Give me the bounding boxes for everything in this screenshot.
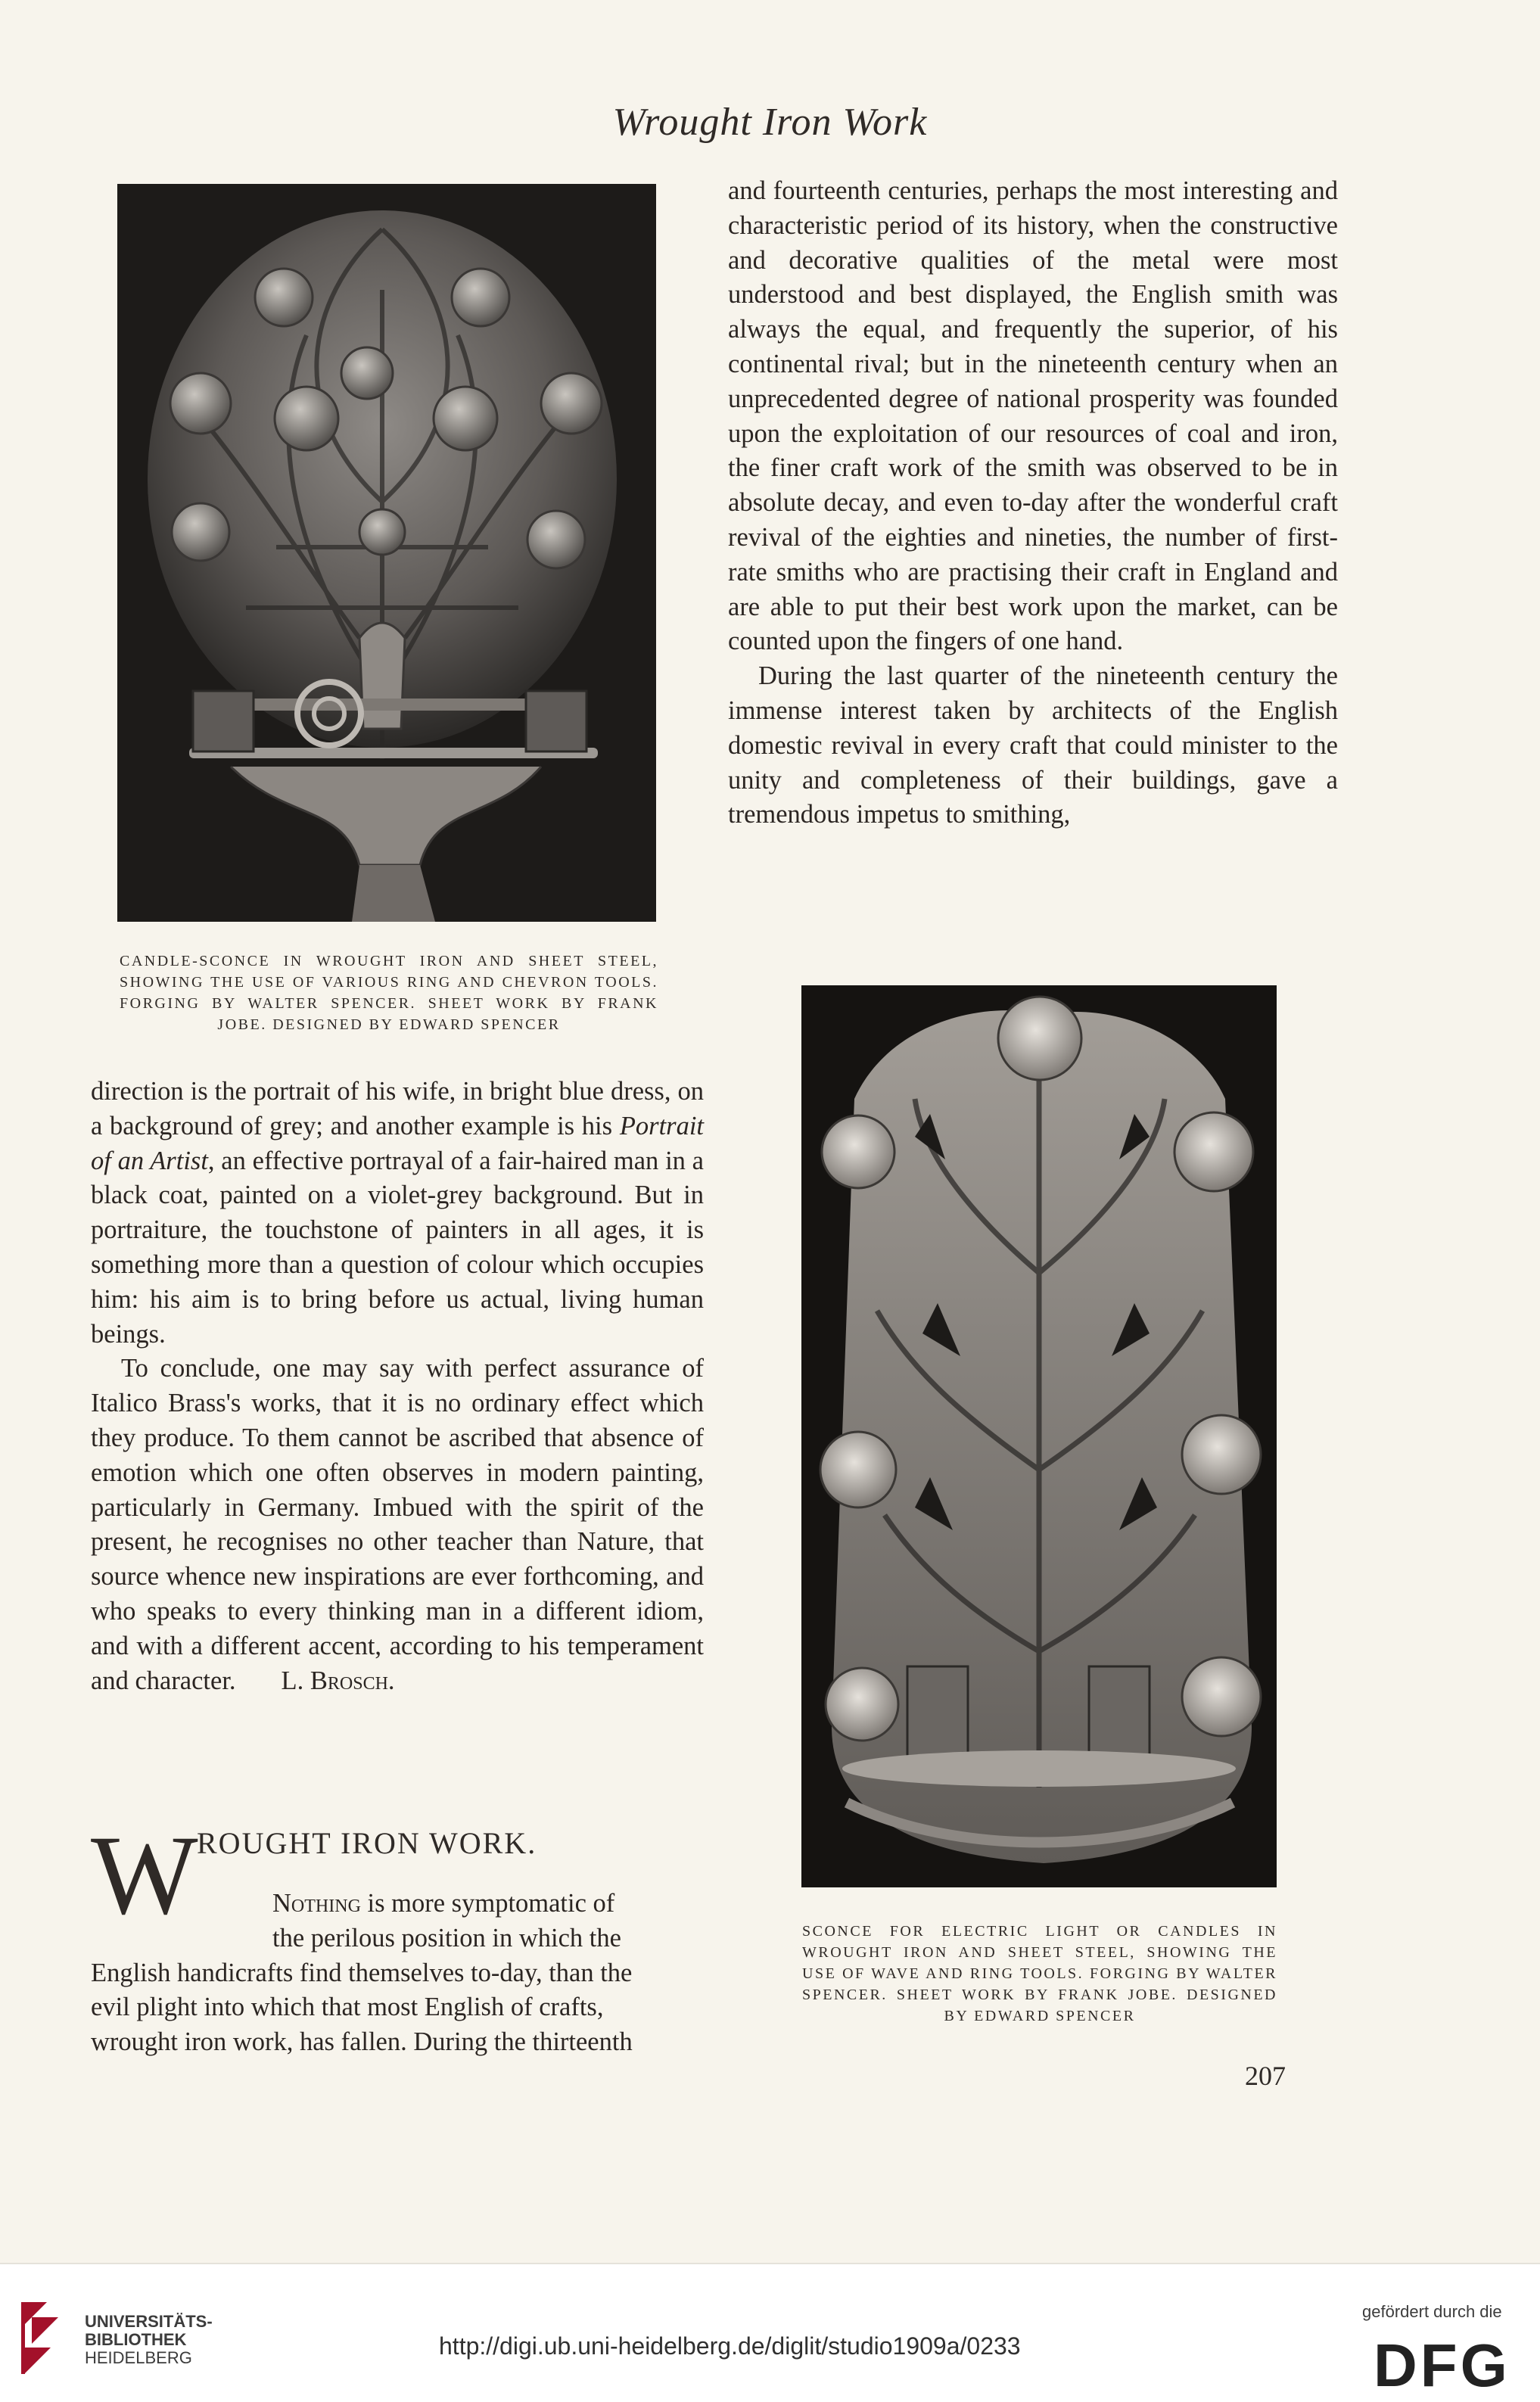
- figure-2-caption: SCONCE FOR ELECTRIC LIGHT OR CANDLES IN WROUGHT IRON AND SHEET STEEL, SHOWING THE USE OF WAVE AND RING TOOLS. FORGING BY WALTER SPENCER. SHEET WORK BY FRANK JOBE. DESIGNED BY EDWARD SPENCER: [802, 1923, 1277, 2024]
- figure-1-caption: CANDLE-SCONCE IN WROUGHT IRON AND SHEET STEEL, SHOWING THE USE OF VARIOUS RING AND CHEVRON TOOLS. FORGING BY WALTER SPENCER. SHEET WORK BY FRANK JOBE. DESIGNED BY EDWARD SPENCER: [120, 953, 658, 1033]
- candle-sconce-illustration: [117, 184, 656, 922]
- library-name-line-3: HEIDELBERG: [85, 2348, 192, 2367]
- right-paragraph-2: During the last quarter of the nineteenth century the immense interest taken by architects of the English domestic revival in every craft that could minister to the unity and completeness of their buildings, gave a tremendous impetus to smithing,: [728, 661, 1338, 829]
- artwork-title: Portrait of an Artist: [91, 1111, 704, 1175]
- running-title: Wrought Iron Work: [612, 101, 928, 144]
- right-column: [728, 174, 1338, 832]
- library-name-line-1: UNIVERSITÄTS-: [85, 2312, 213, 2331]
- intro-smallcaps: Nothing: [272, 1889, 361, 1918]
- left-paragraph-2: [91, 1352, 704, 1698]
- library-name-line-2: BIBLIOTHEK: [85, 2330, 187, 2349]
- electric-sconce-photo: [801, 985, 1277, 1887]
- intro-line-1-rest: is more symptomatic of: [360, 1889, 615, 1918]
- drop-cap: W: [91, 1812, 200, 1938]
- footer-bar: [0, 2263, 1540, 2402]
- funding-label: gefördert durch die: [1362, 2302, 1502, 2321]
- electric-sconce-illustration: [801, 985, 1277, 1887]
- source-url-link[interactable]: http://digi.ub.uni-heidelberg.de/diglit/studio1909a/0233: [439, 2332, 1021, 2360]
- intro-line-1: [91, 1887, 704, 1921]
- library-logo-icon: [17, 2295, 70, 2378]
- library-name: [85, 2313, 213, 2367]
- candle-sconce-photo: [117, 184, 656, 922]
- intro-line-4: evil plight into which that most English of crafts,: [91, 1993, 604, 2022]
- right-paragraph-1: and fourteenth centuries, perhaps the most interesting and characteristic period of its history, when the constructive and decorative qualities of the metal were most understood and best displayed, the English smith was always the equal, and frequently the superior, of his continental rival; but in the nineteenth century when an unprecedented degree of national prosperity was founded upon the exploitation of our resources of coal and iron, the finer craft work of the smith was observed to be in absolute decay, and even to-day after the wonderful craft revival of the eighties and nineties, the number of first-rate smiths who are practising their craft in England and are able to put their best work upon the market, can be counted upon the fingers of one hand.: [728, 176, 1338, 656]
- left-paragraph-1: [91, 1075, 704, 1352]
- section-intro: [91, 1887, 704, 2060]
- intro-line-2: the perilous position in which the: [272, 1923, 621, 1952]
- author-signature: L. Brosch.: [281, 1666, 395, 1695]
- section-title: ROUGHT IRON WORK.: [197, 1826, 537, 1860]
- left-column: [91, 1075, 704, 1698]
- left-paragraph-2-text: To conclude, one may say with perfect assurance of Italico Brass's works, that it is no ordinary effect which they produce. To them cannot be ascribed that absence of emotion which one often observes in modern painting, particularly in Germany. Imbued with the spirit of the present, he recognises no other teacher than Nature, that source whence new inspirations are ever forthcoming, and who speaks to every thinking man in a different idiom, and with a different accent, according to his temperament and character.: [91, 1354, 704, 1695]
- dfg-logo: DFG: [1374, 2332, 1510, 2399]
- left-paragraph-1-text-a: direction is the portrait of his wife, in bright blue dress, on a background of grey; and another example is his: [91, 1077, 704, 1140]
- intro-line-3: English handicrafts find themselves to-day, than the: [91, 1958, 633, 1987]
- left-paragraph-1-text-b: , an effective portrayal of a fair-haired man in a black coat, painted on a violet-grey background. But in portraiture, the touchstone of painters in all ages, it is something more than a question of colour which occupies him: his aim is to bring before us actual, living human beings.: [91, 1146, 704, 1349]
- page-number: 207: [1245, 2061, 1286, 2091]
- footer-divider: [0, 2263, 1540, 2264]
- intro-line-5: wrought iron work, has fallen. During the thirteenth: [91, 2027, 633, 2057]
